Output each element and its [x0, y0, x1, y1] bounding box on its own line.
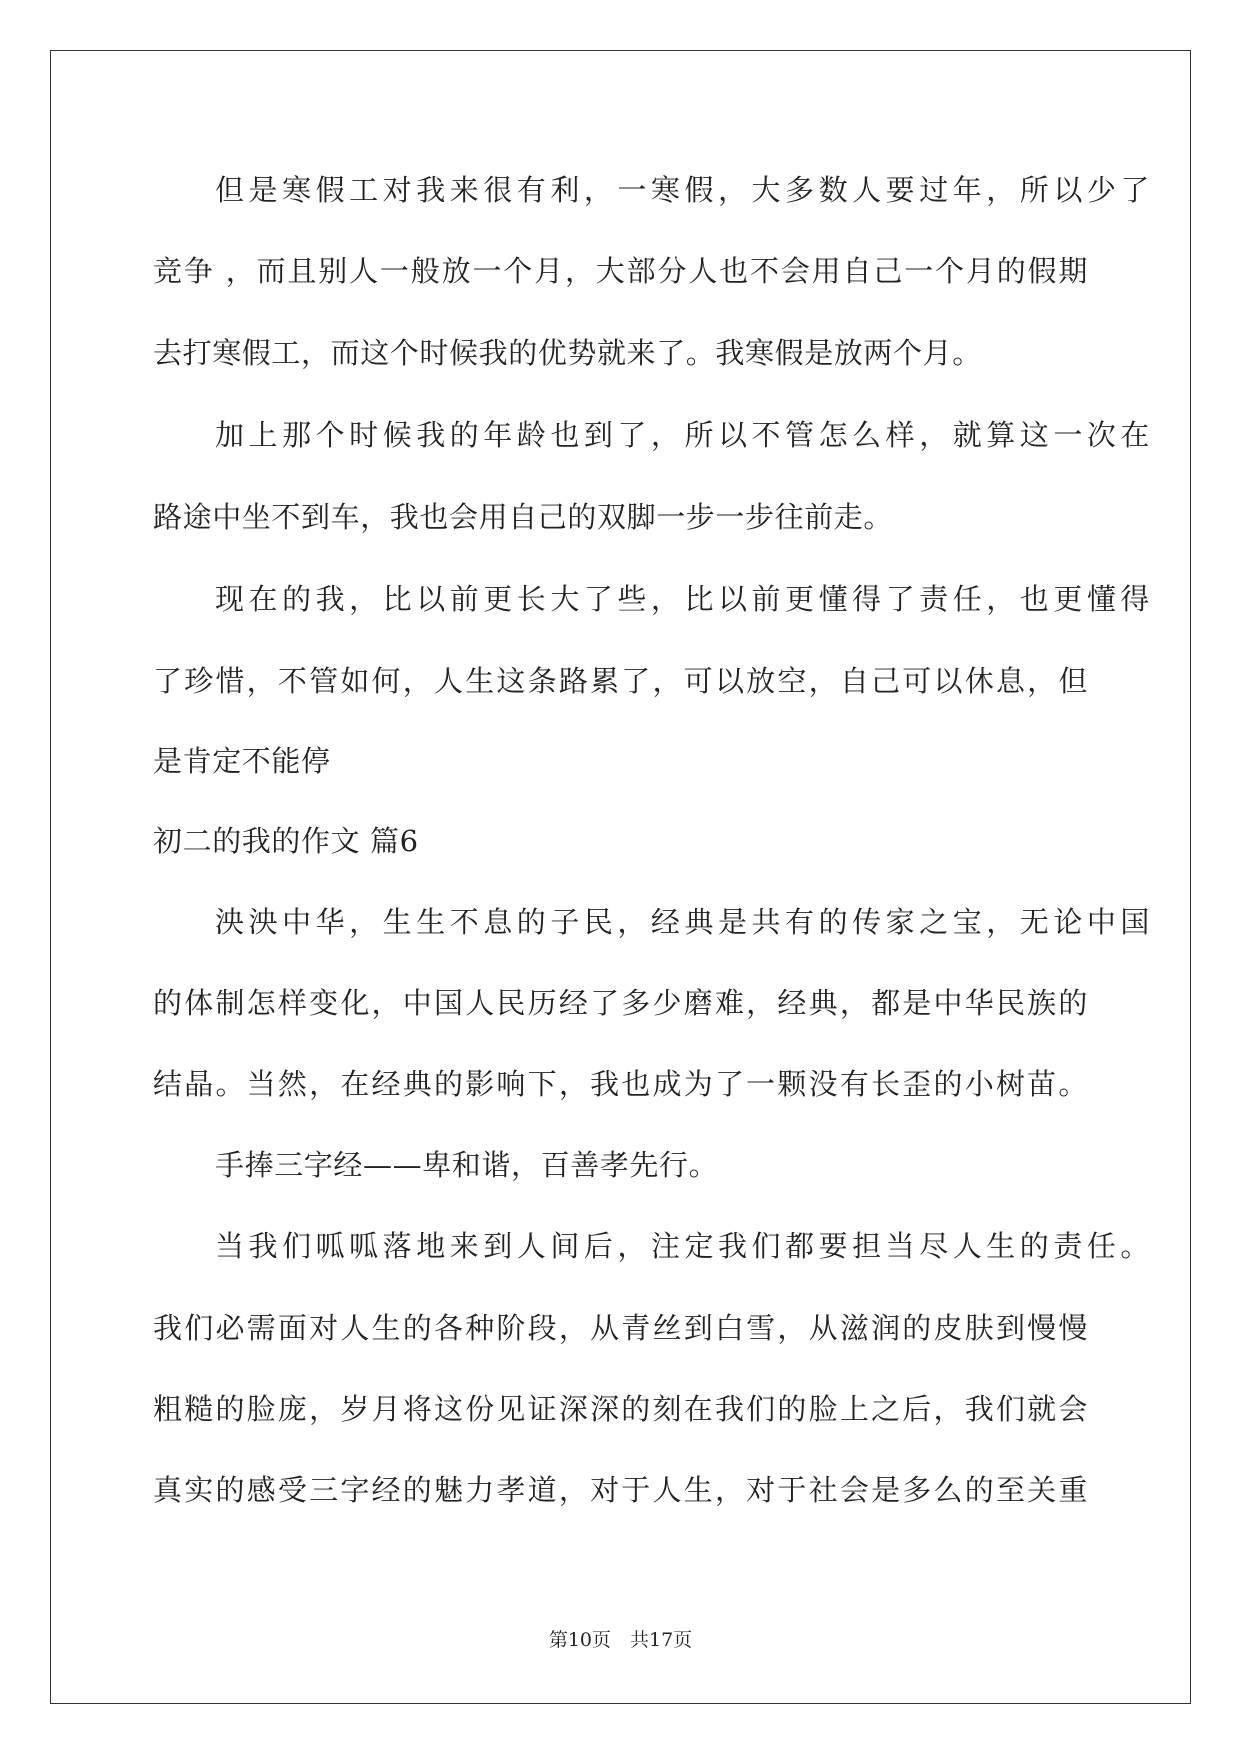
text-line: 是肯定不能停: [153, 744, 331, 778]
text-line: 手捧三字经——卑和谐，百善孝先行。: [215, 1148, 719, 1182]
text-line: 泱泱中华，生生不息的子民，经典是共有的传家之宝，无论中国: [215, 905, 1150, 939]
text-line: 竞争 ，而且别人一般放一个月，大部分人也不会用自己一个月的假期: [153, 254, 1088, 288]
text-line: 当我们呱呱落地来到人间后，注定我们都要担当尽人生的责任。: [215, 1229, 1150, 1263]
text-line: 粗糙的脸庞，岁月将这份见证深深的刻在我们的脸上之后，我们就会: [153, 1392, 1088, 1426]
text-line: 了珍惜，不管如何，人生这条路累了，可以放空，自己可以休息，但: [153, 664, 1088, 698]
text-line: 我们必需面对人生的各种阶段，从青丝到白雪，从滋润的皮肤到慢慢: [153, 1311, 1088, 1345]
text-line: 现在的我，比以前更长大了些，比以前更懂得了责任，也更懂得: [215, 582, 1150, 616]
page-border: [50, 50, 1191, 1704]
text-line: 去打寒假工，而这个时候我的优势就来了。我寒假是放两个月。: [153, 336, 982, 370]
text-line: 路途中坐不到车，我也会用自己的双脚一步一步往前走。: [153, 500, 894, 534]
text-line: 但是寒假工对我来很有利，一寒假，大多数人要过年，所以少了: [215, 173, 1150, 207]
text-line: 真实的感受三字经的魅力孝道，对于人生，对于社会是多么的至关重: [153, 1473, 1088, 1507]
section-heading: 初二的我的作文 篇6: [153, 824, 419, 858]
page-number: 第10页 共17页: [548, 1629, 693, 1651]
text-line: 的体制怎样变化，中国人民历经了多少磨难，经典，都是中华民族的: [153, 986, 1088, 1020]
text-line: 加上那个时候我的年龄也到了，所以不管怎么样，就算这一次在: [215, 418, 1150, 452]
text-line: 结晶。当然，在经典的影响下，我也成为了一颗没有长歪的小树苗。: [153, 1067, 1088, 1101]
